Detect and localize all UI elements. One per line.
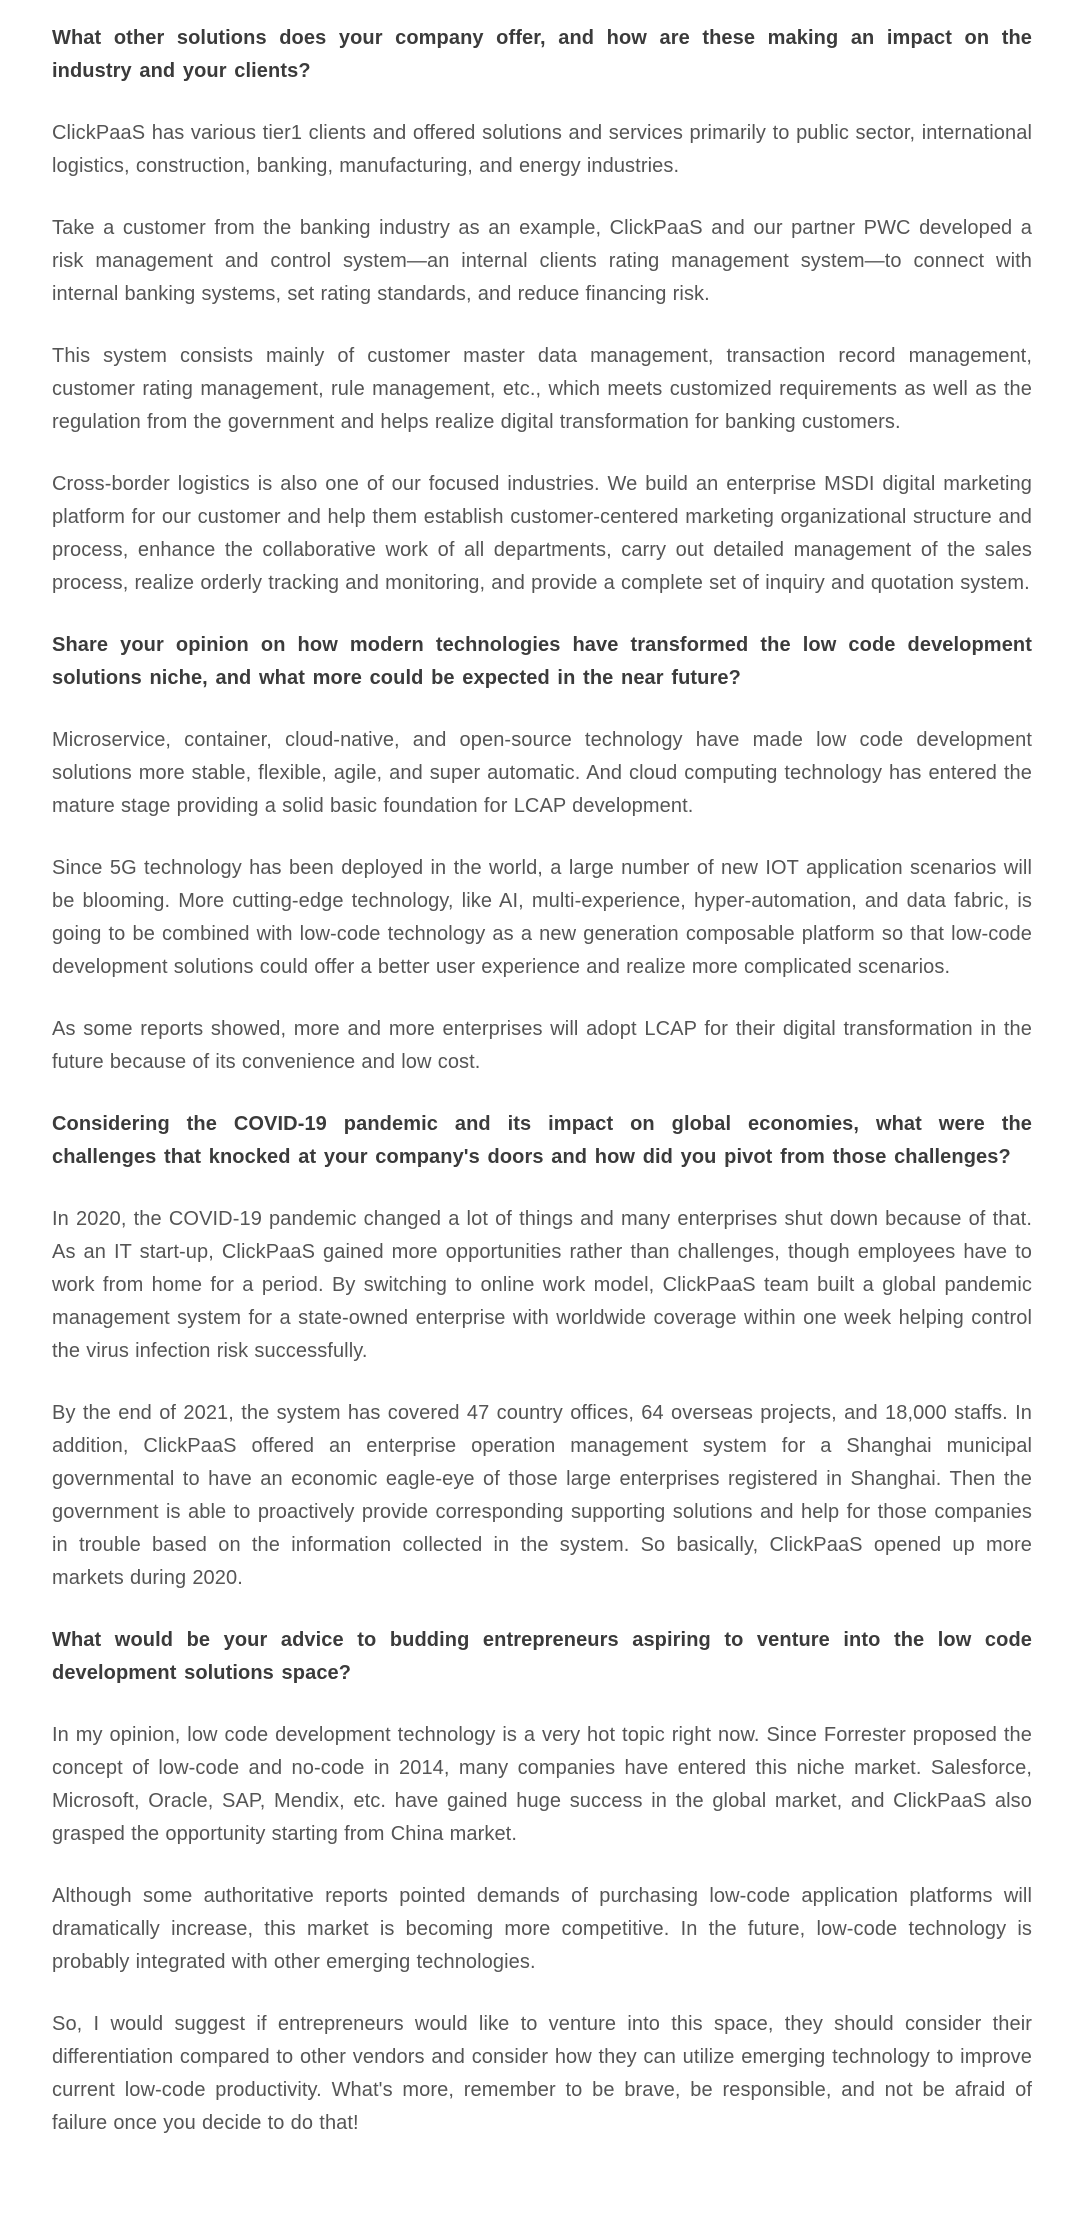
question-heading-advice-entrepreneurs: What would be your advice to budding entrepreneurs aspiring to venture into the low code development solutions space?	[52, 1629, 1032, 1684]
answer-paragraph-5g-iot: Since 5G technology has been deployed in the world, a large number of new IOT application scenarios will be blooming. More cutting-edge technology, like AI, multi-experience, hyper-automation, and data fabric, is going to be combined with low-code technology as a new generation composable platform so that low-code development solutions could offer a better user experience and realize more complicated scenarios.	[52, 857, 1032, 978]
answer-paragraph-system-components: This system consists mainly of customer master data management, transaction record management, customer rating management, rule management, etc., which meets customized requirements as well as the regulation from the government and helps realize digital transformation for banking customers.	[52, 345, 1032, 433]
answer-paragraph-clients-industries: ClickPaaS has various tier1 clients and offered solutions and services primarily to public sector, international logistics, construction, banking, manufacturing, and energy industries.	[52, 122, 1032, 177]
question-heading-modern-technologies: Share your opinion on how modern technologies have transformed the low code development solutions niche, and what more could be expected in the near future?	[52, 634, 1032, 689]
answer-paragraph-banking-example: Take a customer from the banking industry as an example, ClickPaaS and our partner PWC developed a risk management and control system—an internal clients rating management system—to connect with internal banking systems, set rating standards, and reduce financing risk.	[52, 217, 1032, 305]
question-heading-covid-challenges: Considering the COVID-19 pandemic and its impact on global economies, what were the challenges that knocked at your company's doors and how did you pivot from those challenges?	[52, 1113, 1032, 1168]
answer-paragraph-hot-topic: In my opinion, low code development technology is a very hot topic right now. Since Forrester proposed the concept of low-code and no-code in 2014, many companies have entered this niche market. Salesforce, Microsoft, Oracle, SAP, Mendix, etc. have gained huge success in the global market, and ClickPaaS also grasped the opportunity starting from China market.	[52, 1724, 1032, 1845]
question-heading-solutions-impact: What other solutions does your company offer, and how are these making an impact on the industry and your clients?	[52, 27, 1032, 82]
answer-paragraph-market-competitive: Although some authoritative reports pointed demands of purchasing low-code application platforms will dramatically increase, this market is becoming more competitive. In the future, low-code technology is probably integrated with other emerging technologies.	[52, 1885, 1032, 1973]
answer-paragraph-final-advice: So, I would suggest if entrepreneurs would like to venture into this space, they should consider their differentiation compared to other vendors and consider how they can utilize emerging technology to improve current low-code productivity. What's more, remember to be brave, be responsible, and not be afraid of failure once you decide to do that!	[52, 2013, 1032, 2134]
answer-paragraph-2021-coverage: By the end of 2021, the system has covered 47 country offices, 64 overseas projects, and 18,000 staffs. In addition, ClickPaaS offered an enterprise operation management system for a Shanghai municipal governmental to have an economic eagle-eye of those large enterprises registered in Shanghai. Then the government is able to proactively provide corresponding supporting solutions and help for those companies in trouble based on the information collected in the system. So basically, ClickPaaS opened up more markets during 2020.	[52, 1402, 1032, 1589]
answer-paragraph-cross-border-logistics: Cross-border logistics is also one of our focused industries. We build an enterprise MSDI digital marketing platform for our customer and help them establish customer-centered marketing organizational structure and process, enhance the collaborative work of all departments, carry out detailed management of the sales process, realize orderly tracking and monitoring, and provide a complete set of inquiry and quotation system.	[52, 473, 1032, 594]
answer-paragraph-lcap-adoption: As some reports showed, more and more enterprises will adopt LCAP for their digital transformation in the future because of its convenience and low cost.	[52, 1018, 1032, 1073]
answer-paragraph-pandemic-response: In 2020, the COVID-19 pandemic changed a lot of things and many enterprises shut down because of that. As an IT start-up, ClickPaaS gained more opportunities rather than challenges, though employees have to work from home for a period. By switching to online work model, ClickPaaS team built a global pandemic management system for a state-owned enterprise with worldwide coverage within one week helping control the virus infection risk successfully.	[52, 1208, 1032, 1362]
answer-paragraph-microservice-cloud: Microservice, container, cloud-native, and open-source technology have made low code development solutions more stable, flexible, agile, and super automatic. And cloud computing technology has entered the mature stage providing a solid basic foundation for LCAP development.	[52, 729, 1032, 817]
